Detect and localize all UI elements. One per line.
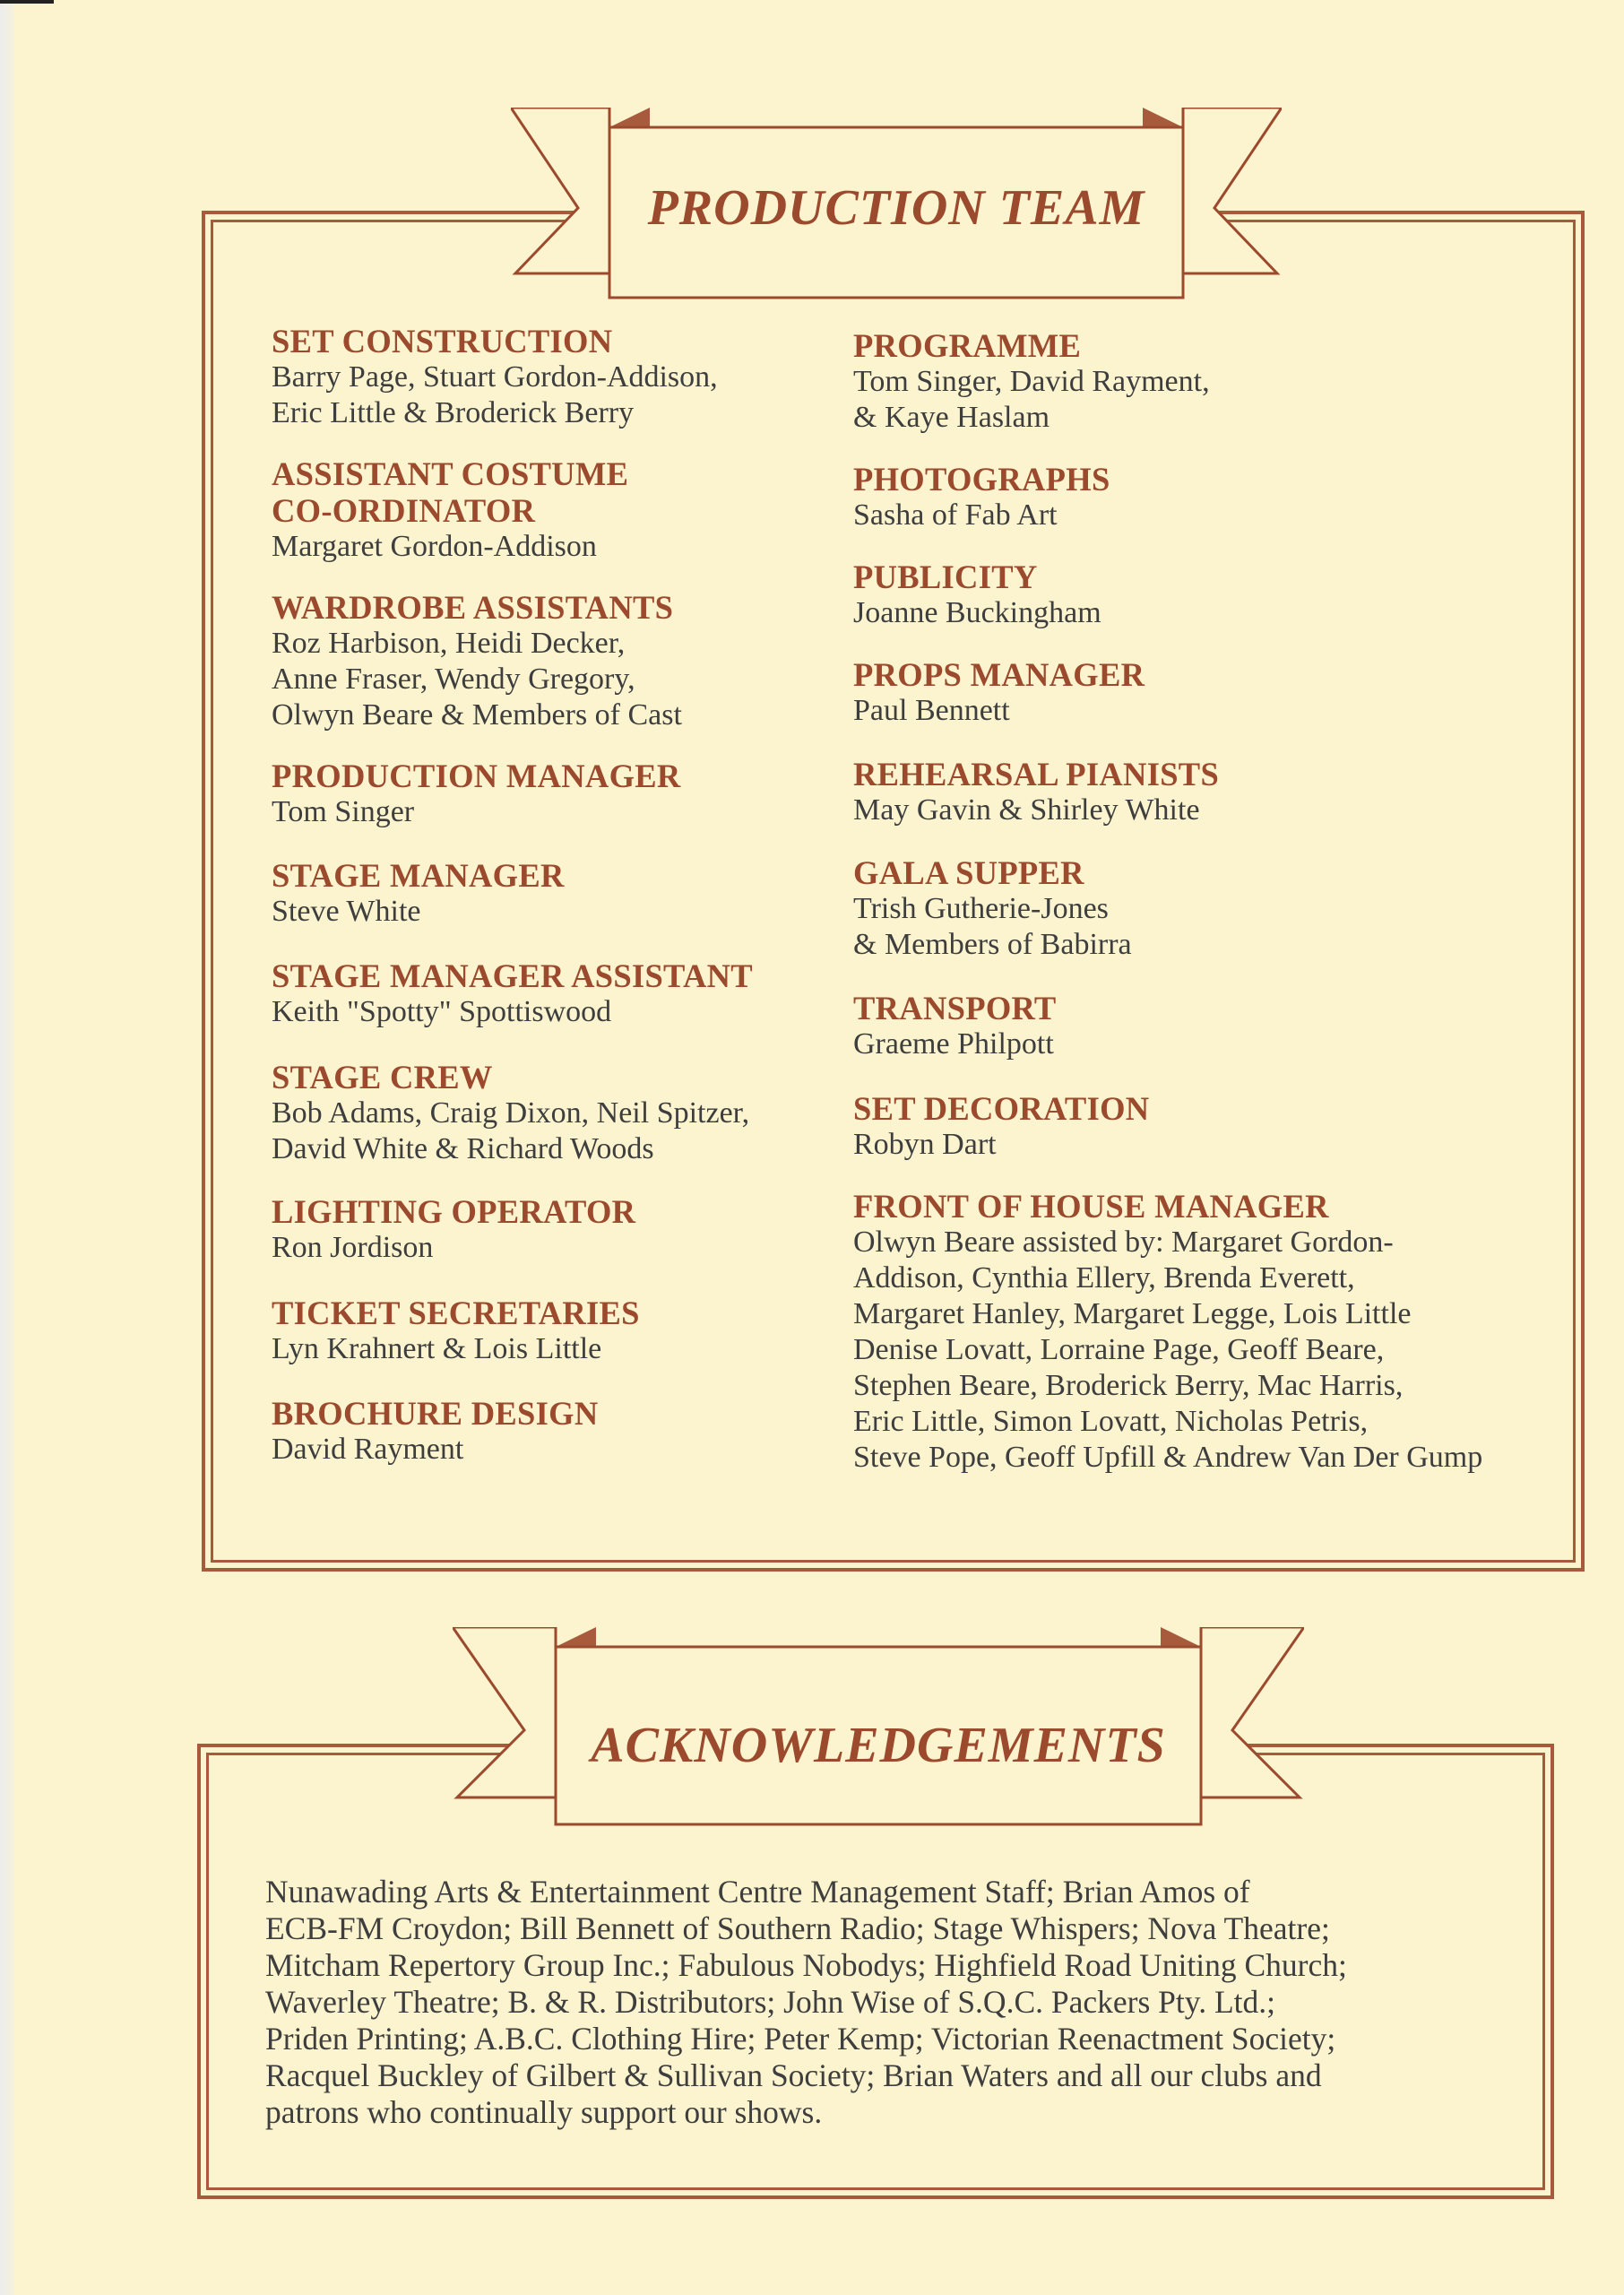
credit-role: STAGE MANAGER ASSISTANT: [272, 957, 753, 994]
credit-section: [272, 323, 845, 431]
credit-role: STAGE CREW: [272, 1059, 493, 1096]
credit-section: [272, 455, 845, 565]
credit-names: Ron Jordison: [272, 1231, 434, 1264]
credit-role: FRONT OF HOUSE MANAGER: [853, 1188, 1329, 1225]
credit-section: [272, 957, 845, 1030]
credit-role: WARDROBE ASSISTANTS: [272, 589, 674, 626]
credit-section: [272, 1395, 845, 1468]
credit-names: Graeme Philpott: [853, 1027, 1054, 1061]
right-column: [853, 327, 1561, 1476]
credit-names: Trish Gutherie-Jones & Members of Babirra: [853, 892, 1132, 961]
credit-names: Keith "Spotty" Spottiswood: [272, 995, 612, 1028]
acknowledgements-banner: [453, 1627, 1304, 1833]
credit-role: TRANSPORT: [853, 990, 1057, 1026]
credit-role: ASSISTANT COSTUME CO-ORDINATOR: [272, 455, 629, 529]
credit-names: Steve White: [272, 895, 421, 928]
production-team-heading: PRODUCTION TEAM: [647, 180, 1145, 236]
credit-section: [853, 559, 1561, 631]
credit-section: [272, 1193, 845, 1266]
credit-names: Margaret Gordon-Addison: [272, 530, 597, 563]
credit-role: SET DECORATION: [853, 1090, 1150, 1127]
credit-role: PHOTOGRAPHS: [853, 461, 1110, 498]
credit-role: PROPS MANAGER: [853, 656, 1145, 693]
credit-names: Barry Page, Stuart Gordon-Addison, Eric Little & Broderick Berry: [272, 360, 718, 429]
credit-names: Tom Singer: [272, 795, 415, 828]
acknowledgements-heading: ACKNOWLEDGEMENTS: [591, 1718, 1166, 1773]
credit-role: PROGRAMME: [853, 327, 1082, 364]
credit-names: Olwyn Beare assisted by: Margaret Gordon- Addison, Cynthia Ellery, Brenda Everett, Margaret Hanley, Margaret Legge, Lois Little Denise Lovatt, Lorraine Page, Geoff Beare, Stephen Beare, Broderick Berry, Mac Harris, Eric Little, Simon Lovatt, Nicholas Petris, Steve Pope, Geoff Upfill & Andrew Van Der Gump: [853, 1225, 1483, 1474]
credit-section: [272, 1295, 845, 1367]
credit-names: Sasha of Fab Art: [853, 498, 1058, 532]
credit-role: LIGHTING OPERATOR: [272, 1193, 636, 1230]
production-team-banner: [511, 108, 1282, 309]
credit-section: [853, 1090, 1561, 1163]
credit-names: Paul Bennett: [853, 694, 1010, 727]
credit-section: [272, 758, 845, 830]
credit-role: STAGE MANAGER: [272, 857, 565, 894]
credit-role: REHEARSAL PIANISTS: [853, 756, 1220, 792]
credit-names: Bob Adams, Craig Dixon, Neil Spitzer, David White & Richard Woods: [272, 1096, 750, 1165]
credit-names: Robyn Dart: [853, 1128, 997, 1161]
credit-section: [853, 656, 1561, 729]
credit-section: [853, 990, 1561, 1062]
credit-section: [853, 461, 1561, 533]
page-edge-shadow: [0, 0, 14, 2295]
credit-section: [272, 589, 845, 733]
left-column: [272, 323, 845, 1468]
credit-section: [853, 854, 1561, 963]
credit-role: PUBLICITY: [853, 559, 1038, 595]
credit-role: PRODUCTION MANAGER: [272, 758, 681, 794]
scan-mark: [0, 0, 54, 4]
credit-names: Roz Harbison, Heidi Decker, Anne Fraser, Wendy Gregory, Olwyn Beare & Members of Cast: [272, 627, 682, 732]
credit-names: Tom Singer, David Rayment, & Kaye Haslam: [853, 365, 1210, 434]
credit-names: May Gavin & Shirley White: [853, 793, 1200, 827]
credit-role: SET CONSTRUCTION: [272, 323, 613, 359]
credit-section: [853, 756, 1561, 828]
credit-role: TICKET SECRETARIES: [272, 1295, 640, 1331]
credit-role: BROCHURE DESIGN: [272, 1395, 599, 1432]
credit-section: [272, 857, 845, 930]
credit-section: [853, 327, 1561, 436]
credit-names: Lyn Krahnert & Lois Little: [272, 1332, 602, 1365]
credit-names: Joanne Buckingham: [853, 596, 1101, 629]
credit-names: David Rayment: [272, 1433, 464, 1466]
acknowledgements-text: Nunawading Arts & Entertainment Centre Management Staff; Brian Amos of ECB-FM Croydon; Bill Bennett of Southern Radio; Stage Whispers; Nova Theatre; Mitcham Repertory Group Inc.; Fabulous Nobodys; Highfield Road Uniting Church; Waverley Theatre; B. & R. Distributors; John Wise of S.Q.C. Packers Pty. Ltd.; Priden Printing; A.B.C. Clothing Hire; Peter Kemp; Victorian Reenactment Society; Racquel Buckley of Gilbert & Sullivan Society; Brian Waters and all our clubs and patrons who continually support our shows.: [265, 1874, 1347, 2130]
credit-role: GALA SUPPER: [853, 854, 1084, 891]
credit-section: [853, 1188, 1561, 1476]
credit-section: [272, 1059, 845, 1167]
